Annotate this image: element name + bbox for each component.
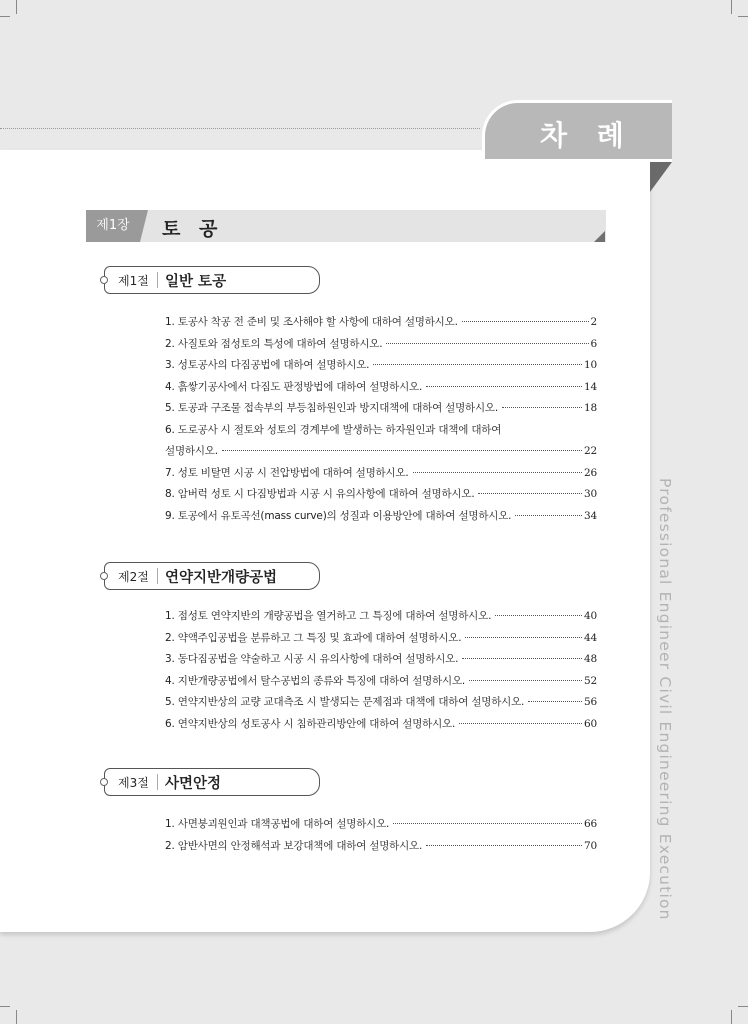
crop-mark xyxy=(0,1006,10,1007)
toc-page-number: 66 xyxy=(584,818,597,830)
toc-entry[interactable] xyxy=(165,814,597,836)
toc-entry[interactable] xyxy=(165,606,597,628)
toc-entry-text: 4. 지반개량공법에서 탈수공법의 종류와 특징에 대하여 설명하시오. xyxy=(165,674,466,687)
toc-entry-text: 1. 점성토 연약지반의 개량공법을 열거하고 그 특징에 대하여 설명하시오. xyxy=(165,610,492,622)
dot-leader xyxy=(222,450,582,451)
toc-entry-text: 2. 암반사면의 안정해석과 보강대책에 대하여 설명하시오. xyxy=(165,839,423,852)
toc-entry-text: 1. 사면붕괴원인과 대책공법에 대하여 설명하시오. xyxy=(165,818,390,830)
dot-leader xyxy=(426,845,582,846)
toc-entry-text: 3. 동다짐공법을 약술하고 시공 시 유의사항에 대하여 설명하시오. xyxy=(165,653,459,665)
dot-leader xyxy=(373,364,582,365)
toc-page-number: 26 xyxy=(584,466,597,479)
section-header xyxy=(104,562,320,590)
toc-list xyxy=(165,814,597,857)
toc-page-number: 30 xyxy=(584,488,597,500)
section-header xyxy=(104,266,320,294)
toc-entry[interactable] xyxy=(165,463,597,485)
toc-list xyxy=(165,312,597,527)
section-title: 일반 토공 xyxy=(165,274,227,290)
toc-page-number: 2 xyxy=(590,316,597,328)
dot-leader xyxy=(495,615,582,616)
section-label: 제1절 xyxy=(118,274,149,288)
toc-entry-text: 8. 암버럭 성토 시 다짐방법과 시공 시 유의사항에 대하여 설명하시오. xyxy=(165,488,475,500)
dot-leader xyxy=(413,472,583,473)
side-running-title: Professional Engineer Civil Engineering Execution xyxy=(656,478,674,921)
toc-page-number: 44 xyxy=(584,631,597,644)
crop-mark xyxy=(738,16,748,17)
chapter-title: 토 공 xyxy=(162,218,224,240)
toc-entry-text: 9. 토공에서 유토곡선(mass curve)의 성질과 이용방안에 대하여 설명하시오. xyxy=(165,509,512,522)
crop-mark xyxy=(731,1010,732,1024)
toc-entry[interactable] xyxy=(165,671,597,693)
toc-page-number: 18 xyxy=(584,402,597,414)
dot-leader xyxy=(393,823,582,824)
section-label: 제2절 xyxy=(118,570,149,584)
section-title: 연약지반개량공법 xyxy=(165,570,278,586)
toc-entry-text: 5. 토공과 구조물 접속부의 부등침하원인과 방지대책에 대하여 설명하시오. xyxy=(165,402,499,414)
dot-leader xyxy=(465,637,582,638)
toc-list xyxy=(165,606,597,735)
section-divider xyxy=(157,272,158,288)
toc-entry-text: 1. 토공사 착공 전 준비 및 조사해야 할 사항에 대하여 설명하시오. xyxy=(165,316,458,328)
dot-leader xyxy=(386,343,588,344)
bullet-dot-icon xyxy=(100,778,108,786)
toc-entry-text: 6. 도로공사 시 절토와 성토의 경계부에 발생하는 하자원인과 대책에 대하여 xyxy=(165,423,502,436)
toc-entry[interactable] xyxy=(165,649,597,671)
crop-mark xyxy=(731,0,732,14)
toc-entry-text: 2. 사질토와 점성토의 특성에 대하여 설명하시오. xyxy=(165,337,383,350)
dot-leader xyxy=(459,723,582,724)
toc-page-number: 34 xyxy=(584,509,597,522)
section-divider xyxy=(157,568,158,584)
chapter-label: 제1장 xyxy=(86,210,140,242)
toc-entry-text: 5. 연약지반상의 교량 교대측조 시 발생되는 문제점과 대책에 대하여 설명하시오. xyxy=(165,696,525,708)
toc-entry[interactable] xyxy=(165,312,597,334)
toc-entry[interactable] xyxy=(165,506,597,528)
dot-leader xyxy=(528,701,582,702)
toc-entry[interactable] xyxy=(165,355,597,377)
crop-mark xyxy=(738,1006,748,1007)
toc-entry[interactable] xyxy=(165,836,597,858)
toc-entry[interactable] xyxy=(165,628,597,650)
crop-mark xyxy=(0,16,10,17)
crop-mark xyxy=(16,0,17,14)
bullet-dot-icon xyxy=(100,572,108,580)
toc-entry[interactable] xyxy=(165,484,597,506)
dot-leader xyxy=(462,321,589,322)
toc-entry-text: 7. 성토 비탈면 시공 시 전압방법에 대하여 설명하시오. xyxy=(165,466,409,479)
section-divider xyxy=(157,774,158,790)
toc-entry-text: 6. 연약지반상의 성토공사 시 침하관리방안에 대하여 설명하시오. xyxy=(165,717,456,730)
dot-leader xyxy=(469,680,582,681)
toc-page-number: 56 xyxy=(584,696,597,708)
toc-entry-text: 2. 약액주입공법을 분류하고 그 특징 및 효과에 대하여 설명하시오. xyxy=(165,631,462,644)
section-header xyxy=(104,768,320,796)
toc-entry-continued[interactable] xyxy=(165,441,597,463)
bullet-dot-icon xyxy=(100,276,108,284)
toc-page-number: 10 xyxy=(584,359,597,371)
toc-page-number: 6 xyxy=(590,337,597,350)
dot-leader xyxy=(515,515,582,516)
chapter-corner-mark xyxy=(594,231,605,242)
toc-page-number: 52 xyxy=(584,674,597,687)
toc-page-number: 40 xyxy=(584,610,597,622)
dot-leader xyxy=(426,386,582,387)
toc-entry[interactable] xyxy=(165,714,597,736)
toc-page-number: 48 xyxy=(584,653,597,665)
dot-leader xyxy=(502,407,582,408)
toc-page-number: 14 xyxy=(584,380,597,393)
toc-entry[interactable] xyxy=(165,692,597,714)
toc-page-number: 70 xyxy=(584,839,597,852)
section-title: 사면안정 xyxy=(165,776,222,792)
crop-mark xyxy=(16,1010,17,1024)
toc-entry[interactable] xyxy=(165,398,597,420)
section-label: 제3절 xyxy=(118,776,149,790)
dot-leader xyxy=(478,493,582,494)
dot-leader xyxy=(462,658,582,659)
toc-entry-text: 설명하시오. xyxy=(165,445,218,457)
toc-entry-text: 4. 흙쌓기공사에서 다짐도 판정방법에 대하여 설명하시오. xyxy=(165,380,423,393)
page-title: 차 례 xyxy=(540,119,634,152)
toc-entry-text: 3. 성토공사의 다짐공법에 대하여 설명하시오. xyxy=(165,359,370,371)
tab-fold-corner xyxy=(650,162,672,192)
toc-page-number: 22 xyxy=(584,445,597,457)
toc-entry[interactable] xyxy=(165,377,597,399)
header-dotted-rule xyxy=(0,128,480,129)
toc-entry[interactable] xyxy=(165,334,597,356)
toc-page-number: 60 xyxy=(584,717,597,730)
toc-entry[interactable] xyxy=(165,420,597,442)
